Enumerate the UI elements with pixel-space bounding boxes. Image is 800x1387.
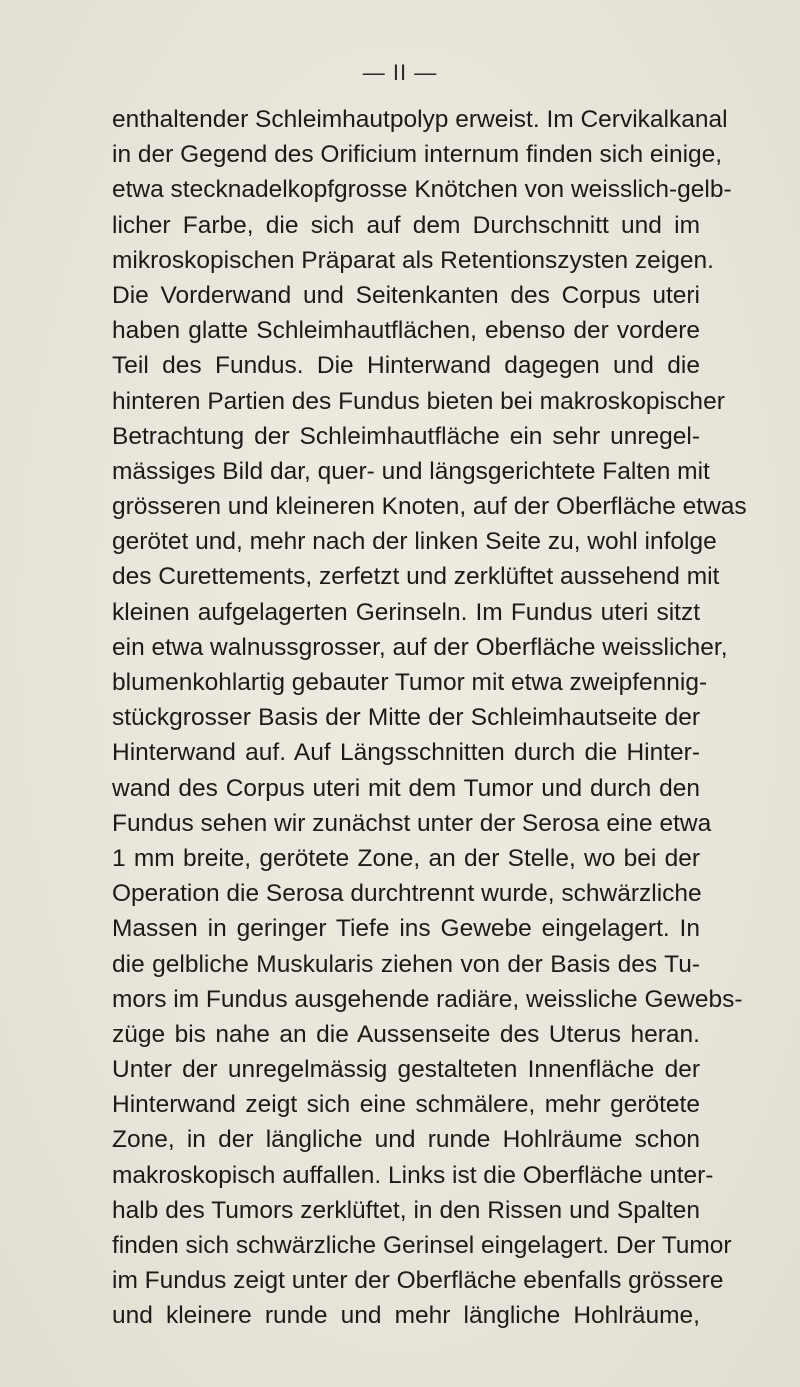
text-line: 1 mm breite, gerötete Zone, an der Stelle, wo bei der [112, 844, 700, 872]
text-line: Betrachtung der Schleimhautfläche ein sehr unregel- [112, 422, 700, 450]
text-line: im Fundus zeigt unter der Oberfläche ebenfalls grössere [112, 1267, 724, 1295]
text-line: halb des Tumors zerklüftet, in den Rissen und Spalten [112, 1196, 700, 1224]
text-line: wand des Corpus uteri mit dem Tumor und durch den [112, 774, 700, 802]
text-line: mikroskopischen Präparat als Retentionszysten zeigen. [112, 246, 714, 274]
text-line: Unter der unregelmässig gestalteten Innenfläche der [112, 1056, 700, 1084]
text-line: haben glatte Schleimhautflächen, ebenso der vordere [112, 317, 700, 345]
text-line: Massen in geringer Tiefe ins Gewebe eingelagert. In [112, 915, 700, 943]
text-line: etwa stecknadelkopfgrosse Knötchen von weisslich-gelb- [112, 176, 732, 204]
page-number: — II — [362, 60, 438, 85]
text-line: Zone, in der längliche und runde Hohlräume schon [112, 1126, 700, 1154]
text-line: blumenkohlartig gebauter Tumor mit etwa zweipfennig- [112, 669, 708, 696]
text-line: makroskopisch auffallen. Links ist die Oberfläche unter- [112, 1161, 714, 1189]
text-line: und kleinere runde und mehr längliche Hohlräume, [112, 1302, 700, 1330]
text-line: gerötet und, mehr nach der linken Seite zu, wohl infolge [112, 528, 717, 556]
text-line: Die Vorderwand und Seitenkanten des Corpus uteri [112, 281, 700, 309]
text-line: stückgrosser Basis der Mitte der Schleimhautseite der [112, 704, 700, 732]
text-line: kleinen aufgelagerten Gerinseln. Im Fundus uteri sitzt [112, 598, 700, 626]
text-line: grösseren und kleineren Knoten, auf der Oberfläche etwas [112, 493, 747, 521]
text-line: des Curettements, zerfetzt und zerklüftet aussehend mit [112, 563, 720, 591]
text-line: mässiges Bild dar, quer- und längsgerichtete Falten mit [112, 457, 710, 485]
text-line: die gelbliche Muskularis ziehen von der Basis des Tu- [112, 950, 700, 978]
text-line: Hinterwand auf. Auf Längsschnitten durch die Hinter- [112, 739, 700, 767]
text-line: finden sich schwärzliche Gerinsel eingelagert. Der Tumor [112, 1232, 732, 1259]
text-line: in der Gegend des Orificium internum finden sich einige, [112, 141, 723, 169]
text-line: Fundus sehen wir zunächst unter der Serosa eine etwa [112, 809, 712, 837]
text-line: enthaltender Schleimhautpolyp erweist. Im Cervikalkanal [112, 106, 728, 133]
text-line: Teil des Fundus. Die Hinterwand dagegen und die [112, 352, 700, 380]
text-line: Operation die Serosa durchtrennt wurde, schwärzliche [112, 880, 702, 908]
text-line: züge bis nahe an die Aussenseite des Uterus heran. [112, 1020, 700, 1048]
text-line: licher Farbe, die sich auf dem Durchschnitt und im [112, 211, 700, 239]
text-line: ein etwa walnussgrosser, auf der Oberfläche weisslicher, [112, 633, 728, 661]
text-line: Hinterwand zeigt sich eine schmälere, mehr gerötete [112, 1091, 700, 1119]
text-line: hinteren Partien des Fundus bieten bei makroskopischer [112, 387, 725, 415]
body-text [112, 102, 747, 1334]
text-line: mors im Fundus ausgehende radiäre, weissliche Gewebs- [112, 985, 743, 1013]
